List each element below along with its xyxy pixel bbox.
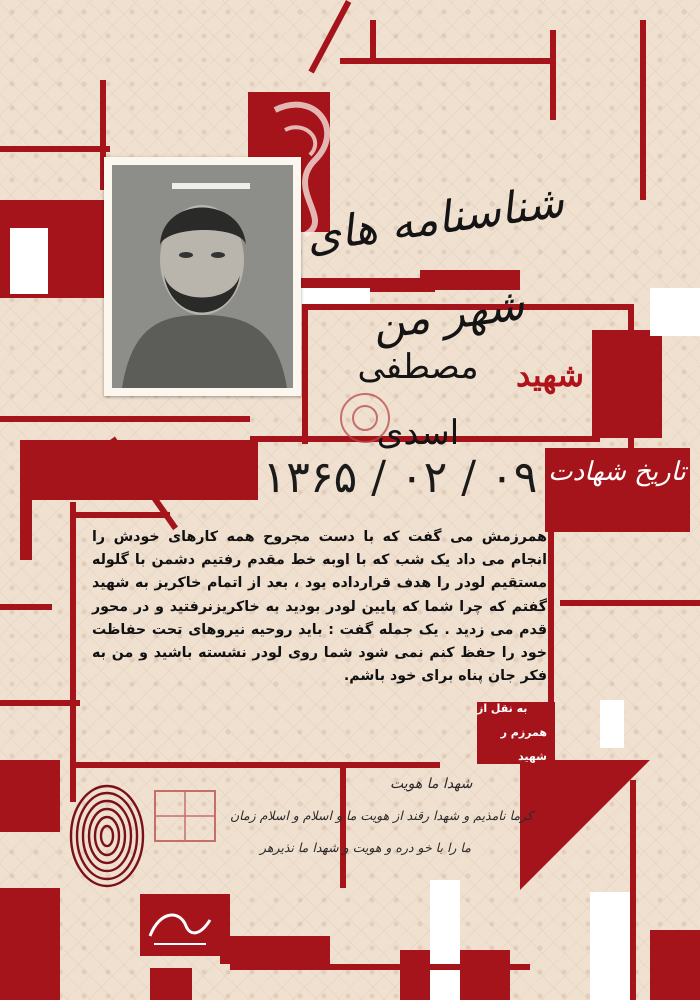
fingerprint-icon [66, 780, 148, 892]
shahid-label: شهید [515, 356, 584, 394]
red-block-bottom-left [0, 888, 60, 1000]
white-block-mid [600, 700, 624, 748]
white-block-right [650, 288, 700, 336]
handwriting-line-3: ما را با خو دره و هویت و شهدا ما نذیرهر [260, 840, 471, 855]
line-left-mid [0, 700, 80, 706]
line-far-right-vertical [640, 20, 646, 200]
line-box-bottom [70, 762, 440, 768]
line-top-vertical [370, 20, 376, 58]
portrait-icon [112, 165, 293, 388]
white-block-title [290, 288, 370, 304]
line-right-mid [560, 600, 700, 606]
calligraphy-logo-icon [140, 900, 220, 954]
white-block-bottom [430, 880, 460, 1000]
line-name-right [628, 304, 634, 454]
white-block-left [10, 228, 48, 294]
handwriting-line-1: شهدا ما هویت [390, 776, 473, 792]
red-block-bottom [150, 968, 192, 1000]
martyr-photo-frame [104, 157, 301, 396]
line-box-left [70, 502, 76, 802]
line-right-lower [630, 780, 636, 1000]
white-block-bottom-right [590, 892, 630, 1000]
red-block-left-lower [0, 760, 60, 832]
martyrdom-date: ۱۳۶۵ / ۰۲ / ۰۹ [262, 452, 538, 503]
line-left-horizontal [0, 146, 110, 152]
red-block-date-left [30, 440, 258, 500]
source-box [477, 702, 555, 764]
series-title: شناسنامه های شهر من [302, 176, 567, 351]
line-under-photo [0, 416, 250, 422]
date-title: تاریخ شهادت [548, 457, 686, 487]
martyr-photo [112, 165, 293, 388]
martyr-name: مصطفی اسدی [357, 347, 479, 453]
line-top-horizontal [340, 58, 550, 64]
memoir-text: همرزمش می گفت که با دست مجروح همه کارهای خودش را انجام می داد یک شب که با اوبه خط مقدم رفتیم دشمن با گلوله مستقیم لودر را هدف قرارداده بود ، بعد از اتمام خاکریز به شهید گفتم که چرا شما که پایین لودر بودید به خاکریزنرفتید و در محور قدم می زدید . یک جمله گفت : باید روحیه نیروهای تحت حفاظت خود را حفظ کنم نمی شود شما روی لودر نشسته باشید و من به فکر جان پناه برای خود باشم. [92, 529, 547, 685]
line-box-top-left [70, 512, 170, 518]
red-block-corner [650, 930, 700, 1000]
red-block-right [592, 330, 662, 438]
source-line-2: همرزم ر شهید [500, 726, 547, 763]
handwriting-line-2: کرما نامذیم و شهدا رقند از هویت ما و اسلام و اسلام زمان [230, 808, 533, 823]
red-bar-bottom [220, 936, 330, 964]
line-right-vertical-top [550, 30, 556, 120]
line-bottom [230, 964, 530, 970]
red-bar-vertical-left [20, 440, 32, 560]
ornament-lower [150, 786, 220, 846]
source-line-1: به نقل از [477, 702, 528, 715]
line-left-mid-2 [0, 604, 52, 610]
line-lower-vertical [340, 768, 346, 888]
line-photo-right [302, 304, 308, 444]
